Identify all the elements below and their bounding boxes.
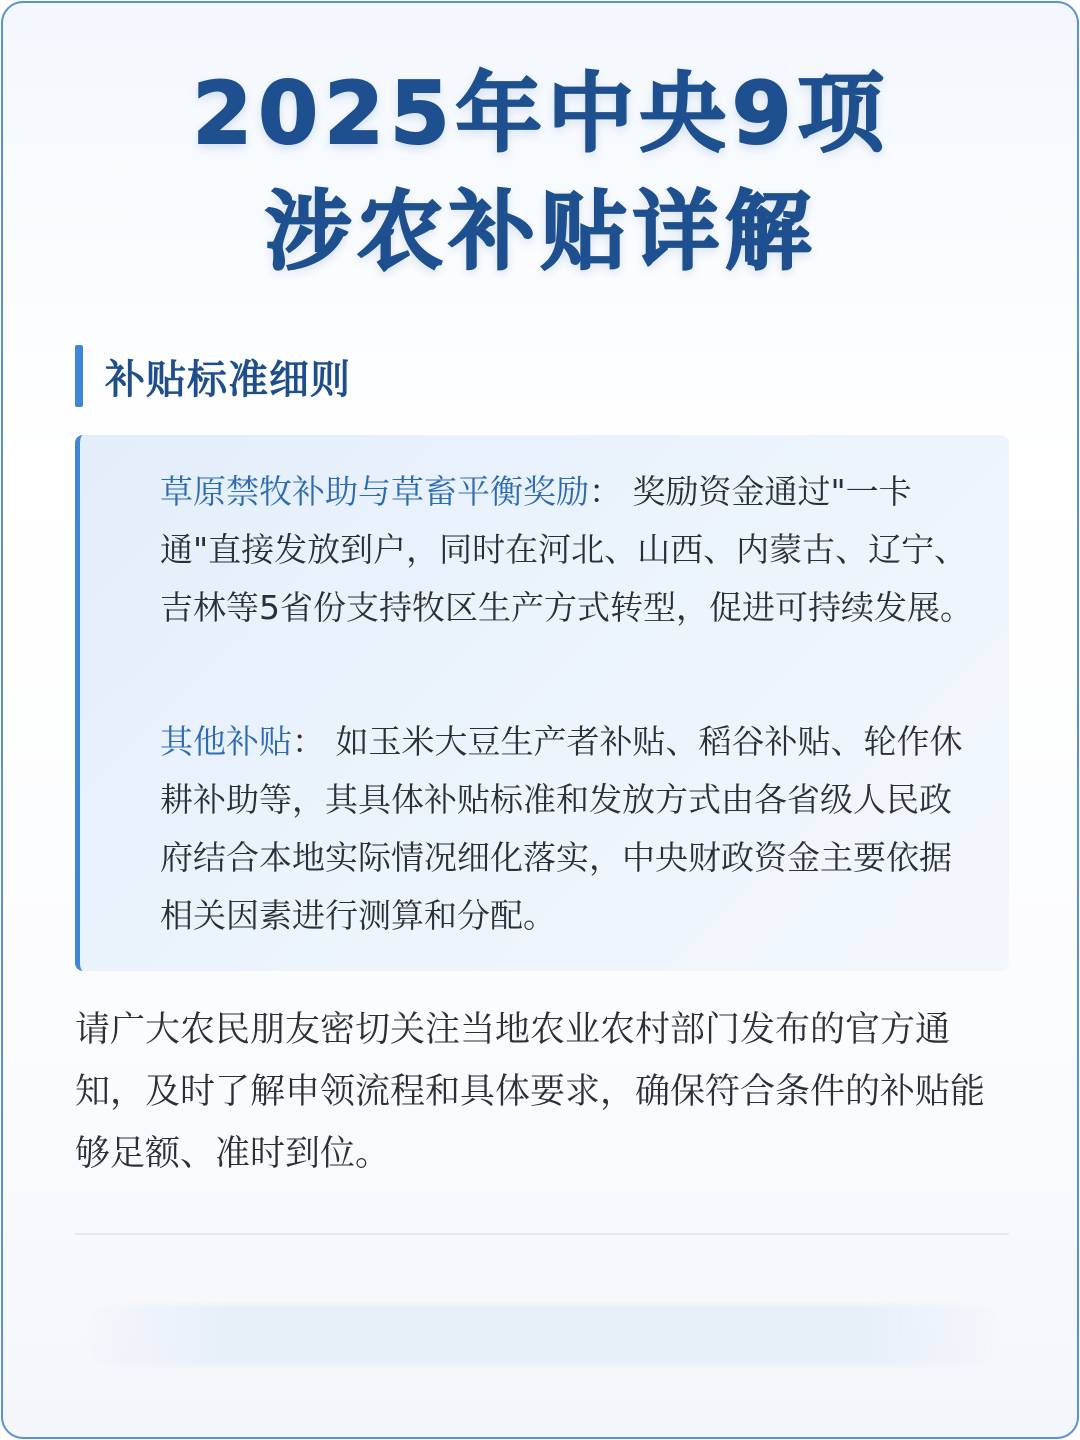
detail-term: 草原禁牧补助与草畜平衡奖励	[160, 472, 589, 511]
section-accent-bar	[75, 345, 83, 407]
closing-note: 请广大农民朋友密切关注当地农业农村部门发布的官方通知，及时了解申领流程和具体要求，确保符合条件的补贴能够足额、准时到位。	[75, 1010, 986, 1174]
page-title-line-2: 涉农补贴详解	[265, 182, 817, 282]
detail-term: 其他补贴	[160, 722, 292, 761]
divider	[75, 1233, 1009, 1235]
detail-separator: ：	[589, 472, 622, 511]
detail-text: 如玉米大豆生产者补贴、稻谷补贴、轮作休耕补助等，其具体补贴标准和发放方式由各省级人民政府结合本地实际情况细化落实，中央财政资金主要依据相关因素进行测算和分配。	[160, 722, 963, 935]
section-header	[75, 345, 351, 407]
decorative-footer-strip	[83, 1305, 1003, 1365]
article-card	[1, 1, 1079, 1439]
detail-separator: ：	[292, 722, 325, 761]
detail-paragraph-grassland	[160, 463, 980, 637]
detail-paragraph-other	[160, 713, 980, 945]
section-heading: 补贴标准细则	[105, 356, 351, 403]
subsidy-detail-box	[75, 435, 1009, 971]
detail-text: 奖励资金通过"一卡通"直接发放到户，同时在河北、山西、内蒙古、辽宁、吉林等5省份支持牧区生产方式转型，促进可持续发展。	[160, 472, 973, 627]
page-title-line-1: 2025年中央9项	[192, 64, 890, 164]
